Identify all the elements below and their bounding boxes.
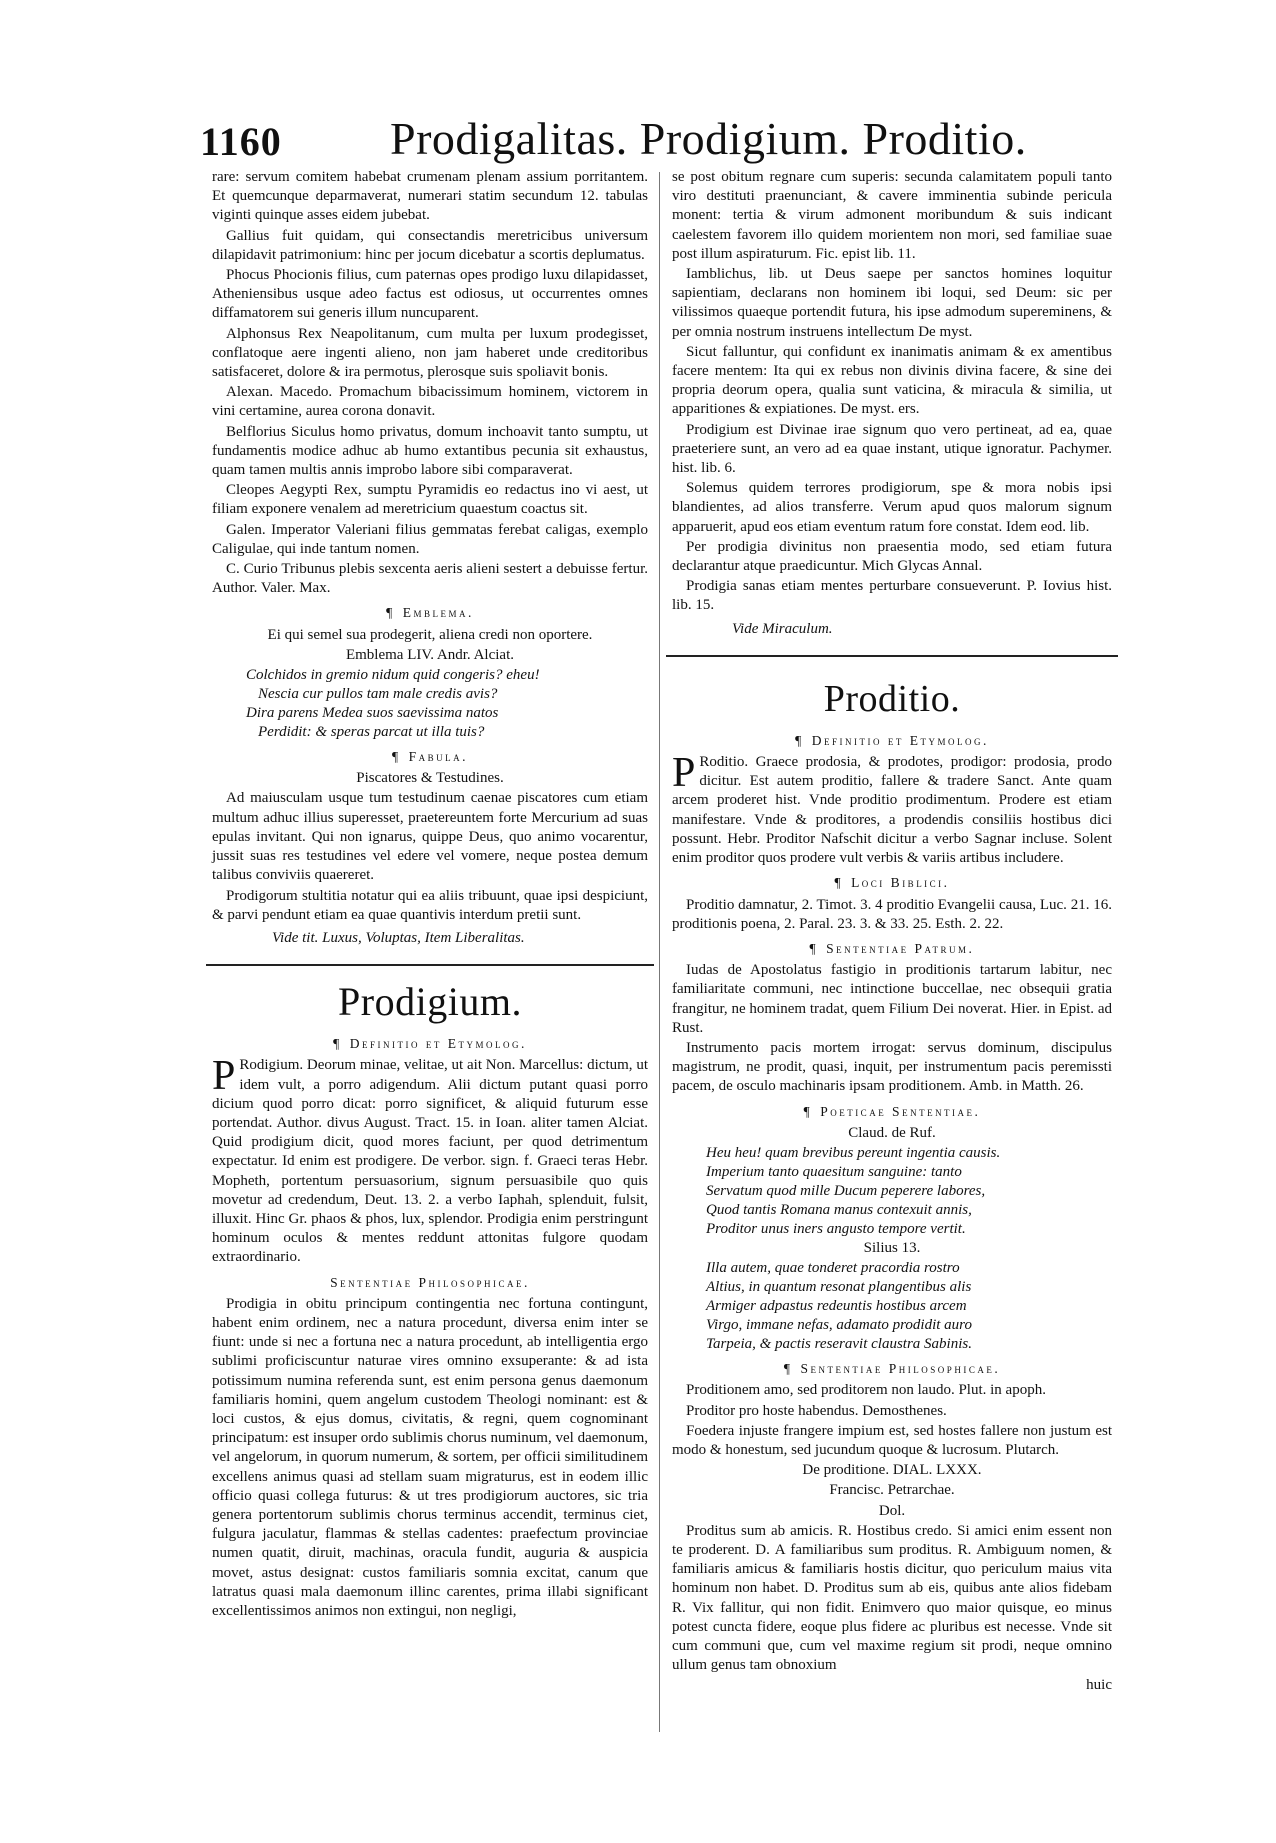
emblema-verse: Nescia cur pullos tam male credis avis? bbox=[258, 686, 498, 703]
right-column bbox=[672, 168, 1112, 1697]
running-title: Prodigalitas. Prodigium. Proditio. bbox=[390, 113, 1027, 164]
exemplum-entry: C. Curio Tribunus plebis sexcenta aeris alieni sestert a debuisse fertur. Author. Valer. Max. bbox=[212, 561, 648, 597]
dialogue-speaker: Dol. bbox=[878, 1502, 906, 1519]
emblema-reference: Emblema LIV. Andr. Alciat. bbox=[345, 646, 515, 663]
biblical-references: Proditio damnatur, 2. Timot. 3. 4 proditio Evangelii causa, Luc. 21. 16. proditionis poena, 2. Paral. 23. 3. & 33. 25. Esth. 2. 22. bbox=[672, 896, 1112, 932]
pilcrow-icon: ¶ bbox=[809, 940, 819, 956]
definition-text: P Roditio. Graece prodosia, & prodotes, prodigor: prodosia, prodo dicitur. Est autem proditio, fallere & tradere Sanct. Ante quam arcem proderet hist. Vnde proditio prodimentum. Prodere est etiam manifestare. Vnde & proditores, a prodendis consiliis hostibus dici possunt. Hebr. Proditor Nafschit dicitur a verbo Sagnar incluse. Solent enim proditor quos prodere vult verbis & variis artibus includere. bbox=[672, 750, 1112, 867]
pilcrow-icon: ¶ bbox=[783, 1361, 793, 1377]
poetic-verse: Imperium tanto quaesitum sanguine: tanto bbox=[706, 1163, 962, 1180]
section-heading-emblema: ¶ Emblema. bbox=[386, 605, 474, 621]
philosophical-quote: Proditor pro hoste habendus. Demosthenes. bbox=[686, 1402, 947, 1419]
emblema-verse: Perdidit: & speras parcat ut illa tuis? bbox=[258, 724, 485, 741]
pilcrow-icon: ¶ bbox=[795, 732, 804, 748]
poetic-verse: Proditor unus iners angusto tempore vertit. bbox=[706, 1220, 966, 1237]
poetic-verse: Tarpeia, & pactis reseravit claustra Sabinis. bbox=[706, 1336, 972, 1353]
exemplum-entry: Cleopes Aegypti Rex, sumptu Pyramidis eo redactus ino vi aest, ut filiam exponere venalem ad meretricium quaestum coactus sit. bbox=[212, 482, 648, 518]
patristic-quote: Instrumento pacis mortem irrogat: servus dominum, discipulus magistrum, ne prodit, quasi, inquit, per instrumentum pacis peremissti pacem, de osculo machinaris ipsam proditionem. Amb. in Matth. 26. bbox=[672, 1039, 1112, 1095]
sententia-entry: Sicut falluntur, qui confidunt ex inanimatis animam & ex amentibus facere mentem: Ita qui ex rebus non divinis divina facere, & sine dei propria deorum opera, qualia sunt vaticina, & miracula & similia, ut apparitiones & expiationes. De myst. ers. bbox=[672, 343, 1112, 418]
sententia-entry: Prodigium est Divinae irae signum quo vero pertineat, ad ea, quae praeteriere sunt, an vero ad ea quae instant, utique ignoratur. Pachymer. hist. lib. 6. bbox=[672, 421, 1112, 477]
exemplum-entry: Gallius fuit quidam, qui consectandis meretricibus universum dilapidavit patrimonium: hinc per jocum dicebatur a scortis deplumatus. bbox=[212, 227, 648, 263]
patristic-quote: Iudas de Apostolatus fastigio in proditionis tartarum labitur, nec familiaritate communi, nec intinctione buccellae, nec obsequii gratia frangitur, ne hominem tradat, quem Filium Dei noverat. Hier. in Epist. ad Rust. bbox=[672, 962, 1112, 1036]
catchword: huic bbox=[1086, 1677, 1112, 1694]
section-heading-definitio: ¶ Definitio et Etymolog. bbox=[333, 1036, 527, 1052]
fabula-subtitle: Piscatores & Testudines. bbox=[356, 770, 504, 787]
poetic-verse: Altius, in quantum resonat plangentibus alis bbox=[706, 1279, 972, 1296]
column-divider bbox=[659, 172, 660, 1732]
drop-cap-letter: P bbox=[672, 750, 696, 797]
fabula-text: Ad maiusculam usque tum testudinum caenae piscatores cum etiam multum adhuc illius superesset, praetereuntem forte Mercurium ad suas epulas invitant. Qui non ignarus, quippe Deus, quo animo vocarentur, jussit suas res testudines vel edere vel vomere, neque postea demum talibus conviviis quaereret. bbox=[212, 790, 648, 884]
continued-paragraph: rare: servum comitem habebat crumenam plenam assium porritantem. Et quemcunque deparmaverat, numerari statim secundum 12. tabulas viginti quinque asses eidem jubebat. bbox=[212, 169, 648, 224]
fabula-moral: Prodigorum stultitia notatur qui ea aliis tribuunt, quae ipsi despiciunt, & parvi pendunt etiam ea quae quantivis interdum pretii sunt. bbox=[212, 887, 648, 923]
pilcrow-icon: ¶ bbox=[386, 605, 395, 621]
sententia-entry: Iamblichus, lib. ut Deus saepe per sanctos homines loquitur sapientiam, declarans non hominem ibi loqui, sed Deum: sic per vilissimos quaeque portendit futura, his ipse admodum supereminens, & per omnia nostrum instruens intellectum De myst. bbox=[672, 266, 1112, 340]
section-heading-fabula: ¶ Fabula. bbox=[391, 749, 468, 765]
section-heading-poeticae: ¶ Poeticae Sententiae. bbox=[803, 1103, 981, 1119]
poetic-verse: Armiger adpastus redeuntis hostibus arcem bbox=[706, 1298, 967, 1315]
emblema-verse: Colchidos in gremio nidum quid congeris? eheu! bbox=[246, 667, 540, 684]
dialogue-text: Proditus sum ab amicis. R. Hostibus credo. Si amici enim essent non te proderent. D. A familiaribus sum proditus. R. Ambiguum nomen, & familiaris amicus & familiaris hostis dicitur, quo periculum maius vita hominum non habet. D. Proditus sum ab eis, quibus ante alios fidebam R. Vix fallitur, qui non fidit. Enimvero quo maior quisque, eo minus potest cuncta fidere, eoque plus fidere ac pluribus est necesse. Vnde sit cum communi que, cum vel maxime regium sit prodi, neque omnino ullum genus tam obnoxium bbox=[672, 1522, 1112, 1674]
poetic-verse: Servatum quod mille Ducum peperere labores, bbox=[706, 1182, 986, 1199]
poet-source: Claud. de Ruf. bbox=[848, 1124, 936, 1141]
section-heading-definitio: ¶ Definitio et Etymolog. bbox=[795, 732, 989, 748]
page-number: 1160 bbox=[200, 119, 282, 164]
sententia-entry: Prodigia sanas etiam mentes perturbare consueverunt. P. Iovius hist. lib. 15. bbox=[672, 578, 1112, 614]
section-heading-sententiae-patrum: ¶ Sententiae Patrum. bbox=[809, 940, 975, 956]
section-rule bbox=[666, 655, 1118, 657]
sententia-entry: Solemus quidem terrores prodigiorum, spe & mora nobis ipsi blandientes, ad alios transferre. Verum apud quos malorum signum apparuerit, apud eos etiam eventum ratum fore constat. Idem eod. lib. bbox=[672, 480, 1112, 535]
poetic-verse: Quod tantis Romana manus contexuit annis, bbox=[706, 1201, 972, 1218]
section-title-prodigium: Prodigium. bbox=[338, 979, 522, 1025]
exemplum-entry: Galen. Imperator Valeriani filius gemmatas ferebat caligas, exemplo Caligulae, qui inde tantum nomen. bbox=[212, 521, 648, 557]
emblema-motto: Ei qui semel sua prodegerit, aliena credi non oportere. bbox=[267, 626, 593, 643]
philosophical-quote: Foedera injuste frangere impium est, sed hostes fallere non justum est modo & honestum, sed jucundum quoque & lucrosum. Plutarch. bbox=[672, 1422, 1112, 1458]
section-heading-sententiae-philosophicae: ¶ Sententiae Philosophicae. bbox=[783, 1361, 1001, 1377]
cross-reference: Vide Miraculum. bbox=[732, 620, 833, 637]
poetic-verse: Heu heu! quam brevibus pereunt ingentia causis. bbox=[706, 1144, 1001, 1161]
pilcrow-icon: ¶ bbox=[391, 749, 401, 765]
section-rule bbox=[206, 964, 654, 966]
exemplum-entry: Belflorius Siculus homo privatus, domum inchoavit tanto sumptu, ut fundamentis modice adhuc ab humo extantibus pecunia sit exhaustus, quam tamen multis annis improbo labore sibi comparaverat. bbox=[212, 423, 648, 479]
sententia-entry: Per prodigia divinitus non praesentia modo, sed etiam futura declarantur atque praedicuntur. Mich Glycas Annal. bbox=[672, 538, 1112, 575]
section-heading-loci-biblici: ¶ Loci Biblici. bbox=[834, 875, 950, 891]
philosophical-text: Prodigia in obitu principum contingentia nec fortuna contingunt, habent enim ordinem, nec a natura procedunt, diversa enim inter se fiunt: unde si nec a fortuna nec a natura procedunt, ab intelligentia ergo sublimi proficiscuntur naturae vires omnino exsuperante: & ad ista potissimum numina referenda sunt, est enim persona genus daemonum familiaris homini, quem angelum custodem Theologi nominant: est & loci custos, & ejus domus, civitatis, & regni, quem cognominant principatum: est insuper ordo sublimis chorus numinum, vel daemonum, vel angelorum, in quorum numerum, & sortem, per officii similitudinem excellens animus quasi ad stellam suam migraturus, est in eodem illic officio quasi collega futurus: & ut tres prodigiorum auctores, sic tria genera portentorum sublimis chorus terminus accendit, terminus ciet, fulgura jaculatur, flammas & stellas cadentes: praefectum provinciae numen quatit, diruit, machinas, oracula fundit, auguria & auspicia movet, astus designat: custos familiaris somnia excitat, canum que latratus quasi mala daemonum illinc carentes, prima illabi significant excellentissimos animos non extingui, non negligi, bbox=[212, 1295, 648, 1619]
continued-paragraph: se post obitum regnare cum superis: secunda calamitatem populi tanto viro destituti praenunciant, & cavere imminentia subinde pericula monent: tertia & virum admonent moribundum & suis indicant caelestem favorem illo quidem morientem non mori, sed familiae suae post illum aspiraturum. Fic. epist lib. 11. bbox=[672, 169, 1112, 262]
cross-reference: Vide tit. Luxus, Voluptas, Item Liberalitas. bbox=[272, 929, 525, 946]
emblema-verse: Dira parens Medea suos saevissima natos bbox=[246, 705, 499, 722]
pilcrow-icon: ¶ bbox=[333, 1036, 342, 1052]
pilcrow-icon: ¶ bbox=[834, 875, 844, 891]
dialogue-title: De proditione. DIAL. LXXX. bbox=[802, 1462, 982, 1479]
left-column bbox=[212, 168, 648, 1622]
dialogue-author: Francisc. Petrarchae. bbox=[829, 1482, 955, 1499]
drop-cap-letter: P bbox=[212, 1053, 236, 1100]
pilcrow-icon: ¶ bbox=[803, 1103, 813, 1119]
section-heading-sententiae-philosophicae: Sententiae Philosophicae. bbox=[330, 1274, 530, 1290]
exemplum-entry: Alexan. Macedo. Promachum bibacissimum hominem, victorem in vini certamine, aurea corona donavit. bbox=[212, 384, 648, 420]
definition-text: P Rodigium. Deorum minae, velitae, ut ait Non. Marcellus: dictum, ut idem vult, a porro adigendum. Alii dictum putant quasi porro dicium quod porro dicat: porro significet, & aliquid futurum esse portendat. Author. divus August. Tract. 15. in Ioan. aliter tamen Alciat. Quid prodigium dicit, quod mores faciunt, per quod detrimentum expectatur. Id enim est prodigere. De verbor. sign. f. Graeci teras Hebr. Mopheth, portentum persuasorium, signum persuasibile quo quis movetur ad credendum, Deut. 13. 2. a verbo Iaphah, splenduit, fulsit, illuxit. Hinc Gr. phaos & phos, lux, splendor. Prodigia enim perstringunt hominum oculos & mentes reddunt attonitas fulgore quodam extraordinario. bbox=[212, 1053, 648, 1266]
exemplum-entry: Alphonsus Rex Neapolitanum, cum multa per luxum prodegisset, conflatoque aere ingenti alieno, non jam haberet unde creditoribus satisfaceret, dolore & ira permotus, plerosque suis spoliavit bonis. bbox=[212, 325, 648, 381]
poet-source: Silius 13. bbox=[863, 1239, 921, 1256]
exemplum-entry: Phocus Phocionis filius, cum paternas opes prodigo luxu dilapidasset, Atheniensibus usque adeo factus est odiosus, ut occurrentes omnes diffamatorem sui generis illum nuncuparent. bbox=[212, 267, 648, 322]
section-title-proditio: Proditio. bbox=[823, 677, 961, 720]
poetic-verse: Virgo, immane nefas, adamato prodidit auro bbox=[706, 1317, 972, 1334]
poetic-verse: Illa autem, quae tonderet pracordia rostro bbox=[706, 1260, 960, 1277]
philosophical-quote: Proditionem amo, sed proditorem non laudo. Plut. in apoph. bbox=[686, 1382, 1046, 1399]
